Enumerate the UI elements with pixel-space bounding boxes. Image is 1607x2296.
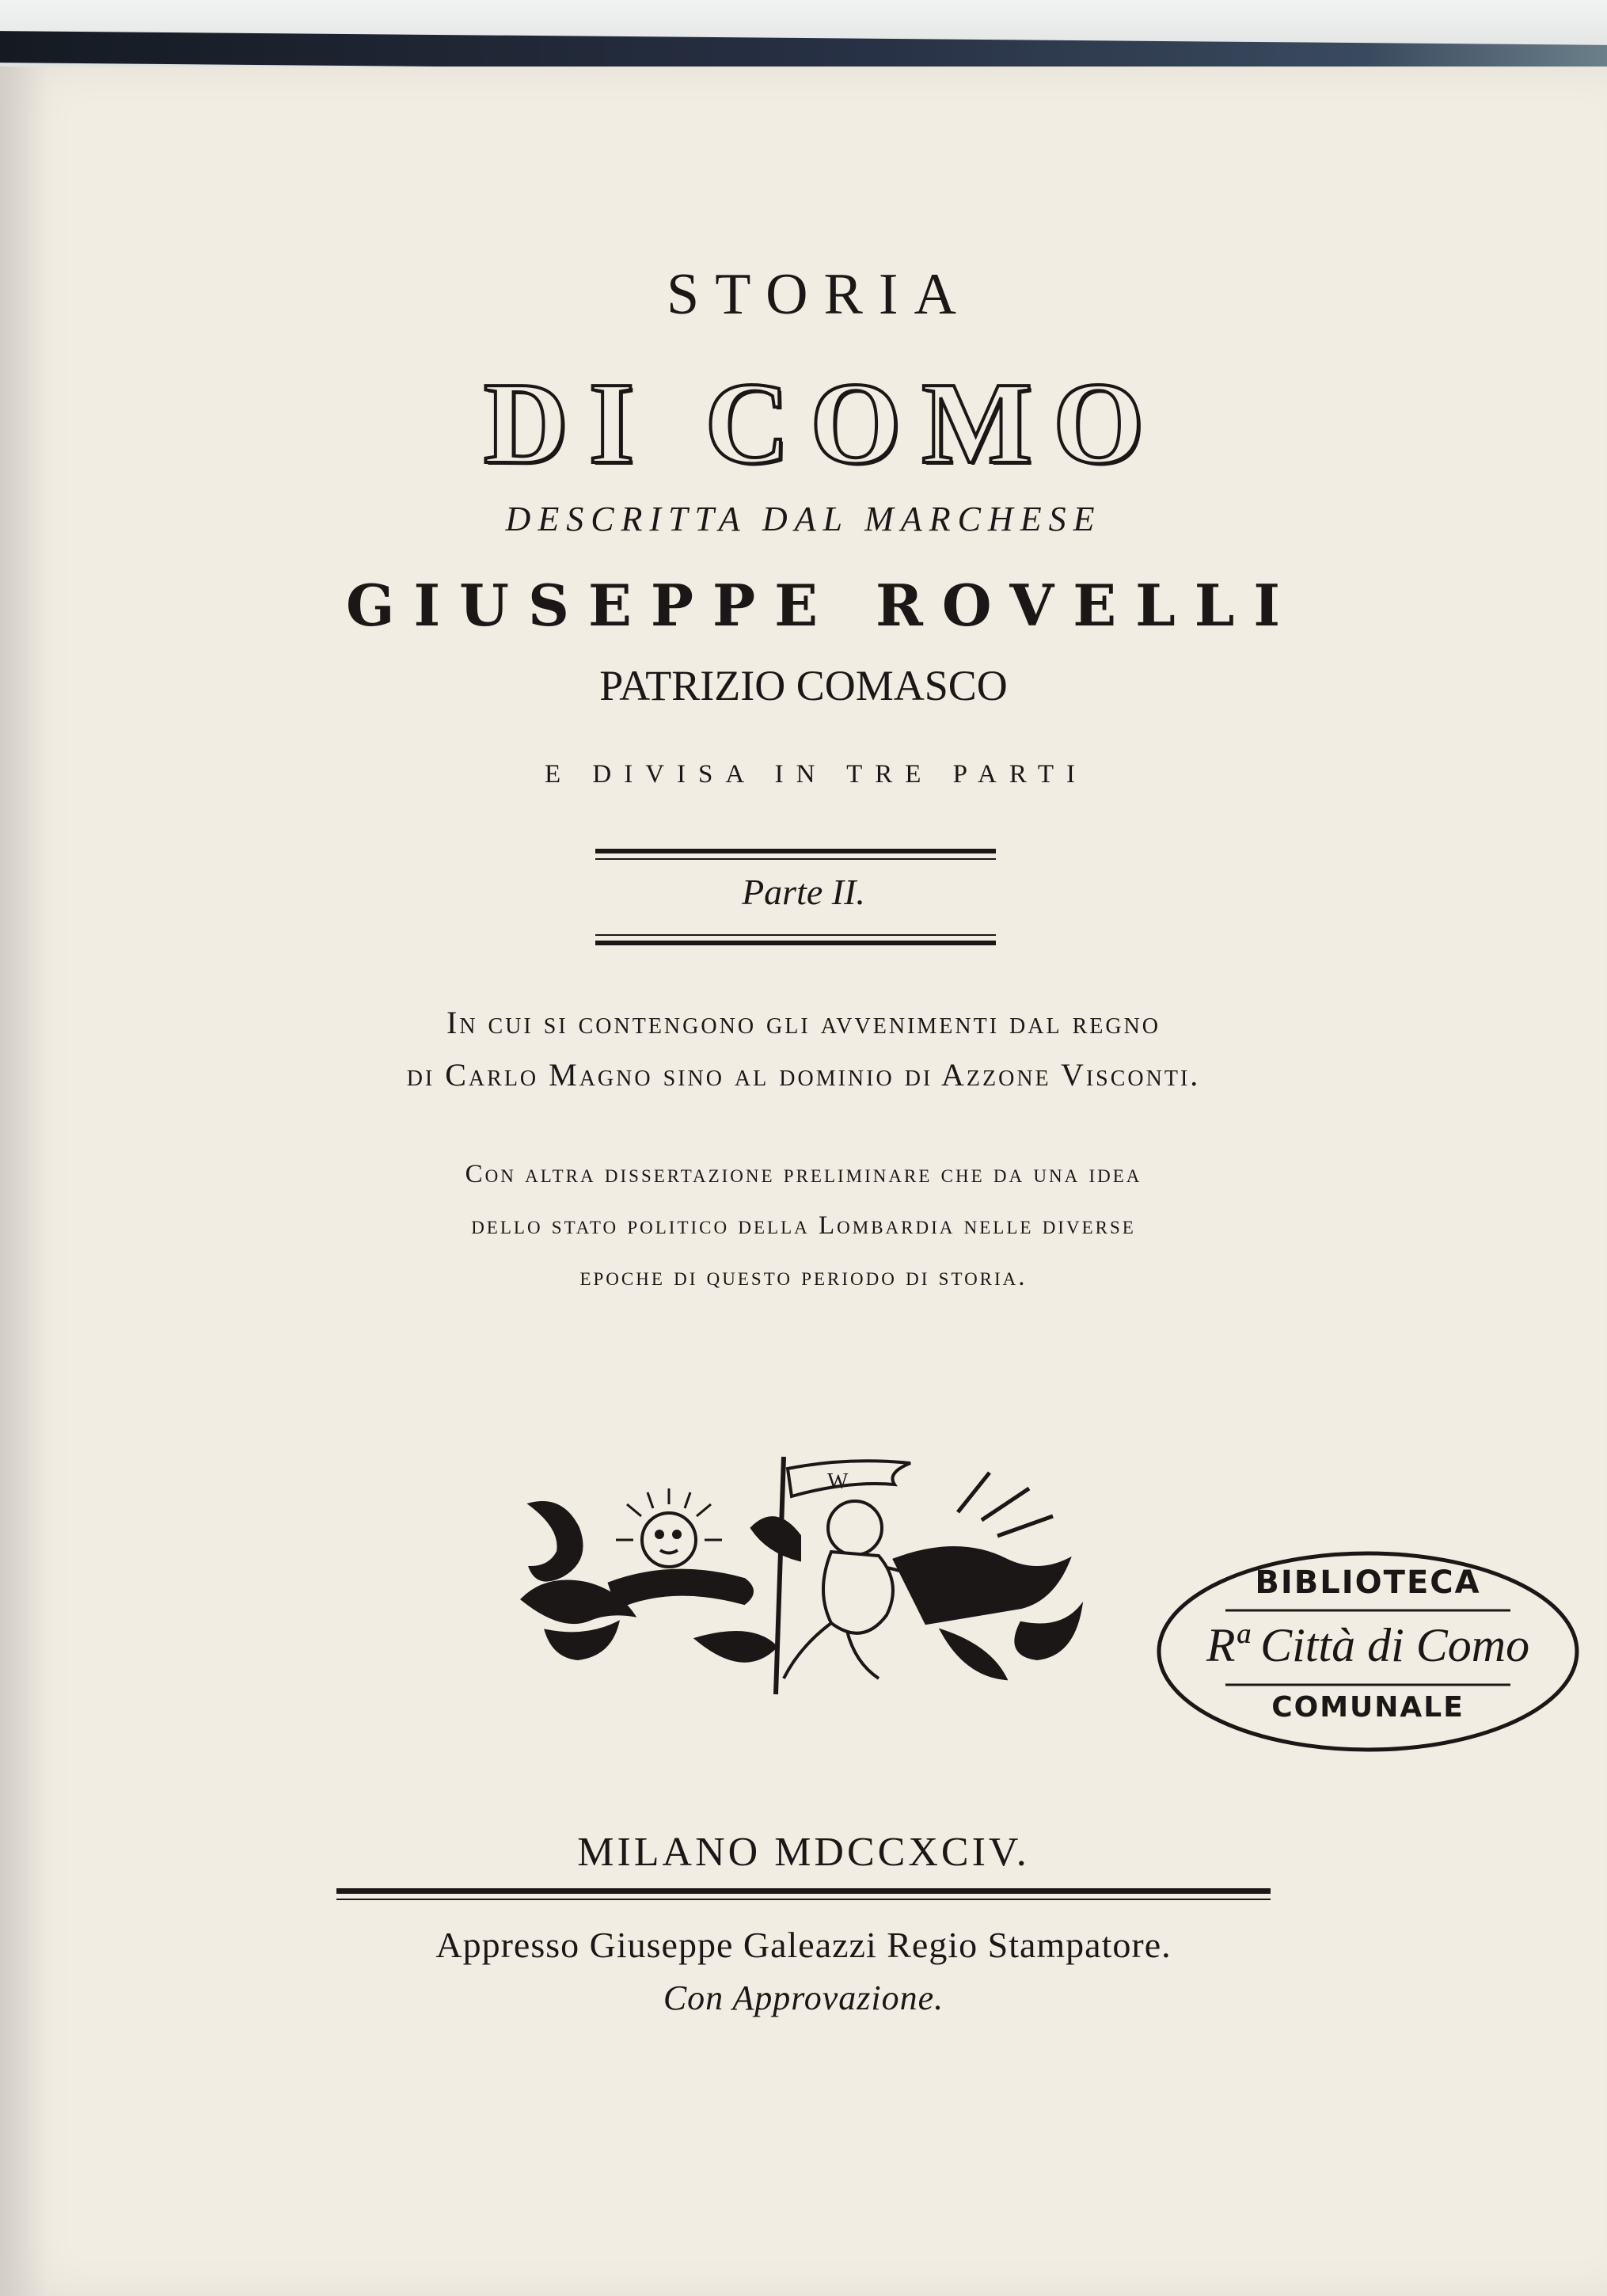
imprint-place-date: MILANO MDCCXCIV. [577, 1830, 1030, 1875]
author-name: GIUSEPPE ROVELLI [345, 572, 1300, 639]
library-stamp [1154, 1549, 1582, 1754]
stamp-line-city: Rª Città di Como [1206, 1619, 1530, 1671]
rule-lower-thick [595, 941, 996, 945]
subtitle-line-2: dello stato politico della Lombardia nelle diverse [471, 1211, 1136, 1240]
title-line-descritta: DESCRITTA DAL MARCHESE [505, 500, 1102, 538]
subtitle-line-3: epoche di questo periodo di storia. [579, 1263, 1028, 1291]
author-title: PATRIZIO COMASCO [599, 662, 1008, 709]
stamp-line-biblioteca: BIBLIOTECA [1255, 1564, 1481, 1601]
printers-ornament-vignette [515, 1441, 1085, 1702]
publisher-line: Appresso Giuseppe Galeazzi Regio Stampatore. [435, 1925, 1172, 1965]
division-line: E DIVISA IN TRE PARTI [544, 760, 1088, 789]
imprint-rule-thin [336, 1899, 1271, 1900]
title-line-storia: STORIA [667, 262, 972, 327]
subtitle-line-1: Con altra dissertazione preliminare che da una idea [465, 1160, 1142, 1188]
svg-text:W: W [827, 1469, 849, 1494]
description-line-1: In cui si contengono gli avvenimenti dal regno [446, 1005, 1161, 1040]
stamp-line-comunale: COMUNALE [1271, 1691, 1465, 1724]
imprint-rule-thick [336, 1888, 1271, 1894]
rule-upper-thin [595, 858, 996, 860]
description-line-2: di Carlo Magno sino al dominio di Azzone Visconti. [406, 1057, 1201, 1093]
rule-lower-thin [595, 934, 996, 936]
title-line-di-como: DI COMO [483, 359, 1165, 488]
part-label: Parte II. [742, 872, 865, 912]
approval-line: Con Approvazione. [663, 1979, 944, 2017]
rule-upper-thick [595, 849, 996, 853]
